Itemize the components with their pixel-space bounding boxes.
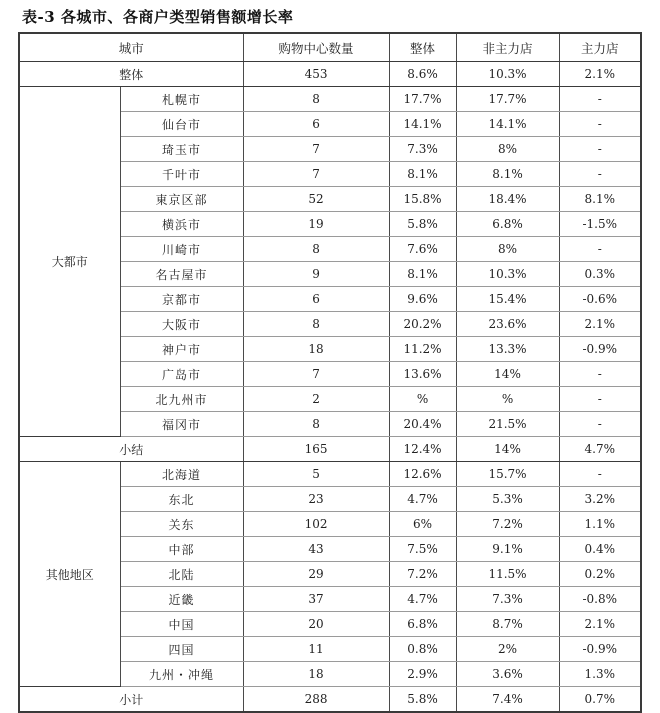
count-cell: 11 [243,637,389,662]
overall-cell: 8.1% [389,162,456,187]
header-row [19,33,641,62]
overall-cell: 12.6% [389,462,456,487]
city-cell: 琦玉市 [120,137,243,162]
anchor-cell: 8.1% [559,187,641,212]
overall-cell: 7.2% [389,562,456,587]
non-anchor-cell: 3.6% [456,662,559,687]
count-cell: 9 [243,262,389,287]
count-cell: 8 [243,412,389,437]
overall-cell: 12.4% [389,437,456,462]
overall-cell: 15.8% [389,187,456,212]
sales-growth-table [18,32,642,713]
non-anchor-cell: % [456,387,559,412]
count-cell: 7 [243,162,389,187]
city-cell: 福冈市 [120,412,243,437]
count-cell: 43 [243,537,389,562]
group-cell-other: 其他地区 [19,462,120,687]
count-cell: 37 [243,587,389,612]
non-anchor-cell: 8.1% [456,162,559,187]
non-anchor-cell: 2% [456,637,559,662]
overall-cell: 6.8% [389,612,456,637]
count-cell: 6 [243,112,389,137]
overall-cell: 17.7% [389,87,456,112]
anchor-cell: - [559,162,641,187]
overall-cell: 8.1% [389,262,456,287]
count-cell: 19 [243,212,389,237]
city-cell: 大阪市 [120,312,243,337]
overall-cell: 4.7% [389,587,456,612]
city-cell: 九州・冲绳 [120,662,243,687]
anchor-cell: -1.5% [559,212,641,237]
anchor-cell: 0.4% [559,537,641,562]
anchor-cell: - [559,237,641,262]
non-anchor-cell: 14% [456,437,559,462]
overall-cell: 4.7% [389,487,456,512]
header-non-anchor: 非主力店 [456,33,559,62]
overall-cell: 2.9% [389,662,456,687]
city-cell: 千叶市 [120,162,243,187]
overall-cell: 6% [389,512,456,537]
count-cell: 165 [243,437,389,462]
count-cell: 288 [243,687,389,713]
overall-cell: 9.6% [389,287,456,312]
overall-cell: 20.2% [389,312,456,337]
anchor-cell: 2.1% [559,312,641,337]
count-cell: 102 [243,512,389,537]
overall-cell: 20.4% [389,412,456,437]
anchor-cell: - [559,112,641,137]
city-cell: 关东 [120,512,243,537]
overall-cell: 7.5% [389,537,456,562]
anchor-cell: - [559,462,641,487]
overall-cell: 5.8% [389,687,456,713]
city-cell: 北九州市 [120,387,243,412]
non-anchor-cell: 15.4% [456,287,559,312]
anchor-cell: 0.7% [559,687,641,713]
city-cell: 四国 [120,637,243,662]
count-cell: 29 [243,562,389,587]
non-anchor-cell: 14% [456,362,559,387]
count-cell: 8 [243,312,389,337]
non-anchor-cell: 7.2% [456,512,559,537]
header-city: 城市 [19,33,243,62]
non-anchor-cell: 5.3% [456,487,559,512]
anchor-cell: 1.1% [559,512,641,537]
header-anchor: 主力店 [559,33,641,62]
overall-cell: % [389,387,456,412]
count-cell: 453 [243,62,389,87]
non-anchor-cell: 8% [456,237,559,262]
non-anchor-cell: 13.3% [456,337,559,362]
overall-cell: 14.1% [389,112,456,137]
overall-cell: 0.8% [389,637,456,662]
non-anchor-cell: 6.8% [456,212,559,237]
metro-subtotal-row [19,437,641,462]
city-cell: 札幌市 [120,87,243,112]
anchor-cell: 3.2% [559,487,641,512]
count-cell: 6 [243,287,389,312]
table-row [19,462,641,487]
anchor-cell: 4.7% [559,437,641,462]
city-cell: 北海道 [120,462,243,487]
non-anchor-cell: 9.1% [456,537,559,562]
anchor-cell: 0.3% [559,262,641,287]
overall-cell: 7.3% [389,137,456,162]
non-anchor-cell: 11.5% [456,562,559,587]
anchor-cell: - [559,137,641,162]
overall-cell: 7.6% [389,237,456,262]
non-anchor-cell: 18.4% [456,187,559,212]
city-cell: 中部 [120,537,243,562]
non-anchor-cell: 23.6% [456,312,559,337]
city-cell: 广岛市 [120,362,243,387]
anchor-cell: -0.9% [559,637,641,662]
non-anchor-cell: 10.3% [456,62,559,87]
non-anchor-cell: 14.1% [456,112,559,137]
subtotal-label-cell: 小结 [19,437,243,462]
overall-cell: 8.6% [389,62,456,87]
anchor-cell: - [559,362,641,387]
header-overall: 整体 [389,33,456,62]
anchor-cell: -0.9% [559,337,641,362]
anchor-cell: -0.6% [559,287,641,312]
city-cell: 名古屋市 [120,262,243,287]
count-cell: 7 [243,137,389,162]
count-cell: 8 [243,87,389,112]
count-cell: 2 [243,387,389,412]
anchor-cell: 0.2% [559,562,641,587]
city-cell: 神户市 [120,337,243,362]
non-anchor-cell: 21.5% [456,412,559,437]
city-cell: 仙台市 [120,112,243,137]
non-anchor-cell: 15.7% [456,462,559,487]
anchor-cell: 2.1% [559,612,641,637]
anchor-cell: 1.3% [559,662,641,687]
overall-cell: 5.8% [389,212,456,237]
anchor-cell: - [559,87,641,112]
overall-total-row [19,62,641,87]
other-subtotal-row [19,687,641,713]
city-cell: 川崎市 [120,237,243,262]
count-cell: 8 [243,237,389,262]
non-anchor-cell: 8.7% [456,612,559,637]
subtotal-label-cell: 小计 [19,687,243,713]
city-cell: 横浜市 [120,212,243,237]
count-cell: 18 [243,337,389,362]
city-cell: 北陆 [120,562,243,587]
header-count: 购物中心数量 [243,33,389,62]
city-cell: 京都市 [120,287,243,312]
overall-cell: 13.6% [389,362,456,387]
non-anchor-cell: 7.4% [456,687,559,713]
table-row [19,87,641,112]
anchor-cell: - [559,387,641,412]
city-cell: 東京区部 [120,187,243,212]
table-title: 表-3 各城市、各商户类型销售额增长率 [22,8,294,26]
non-anchor-cell: 8% [456,137,559,162]
count-cell: 20 [243,612,389,637]
city-cell: 东北 [120,487,243,512]
anchor-cell: 2.1% [559,62,641,87]
group-cell-metro: 大都市 [19,87,120,437]
non-anchor-cell: 10.3% [456,262,559,287]
count-cell: 52 [243,187,389,212]
count-cell: 7 [243,362,389,387]
count-cell: 5 [243,462,389,487]
city-cell: 中国 [120,612,243,637]
count-cell: 23 [243,487,389,512]
non-anchor-cell: 17.7% [456,87,559,112]
non-anchor-cell: 7.3% [456,587,559,612]
anchor-cell: -0.8% [559,587,641,612]
overall-label-cell: 整体 [19,62,243,87]
overall-cell: 11.2% [389,337,456,362]
anchor-cell: - [559,412,641,437]
count-cell: 18 [243,662,389,687]
city-cell: 近畿 [120,587,243,612]
